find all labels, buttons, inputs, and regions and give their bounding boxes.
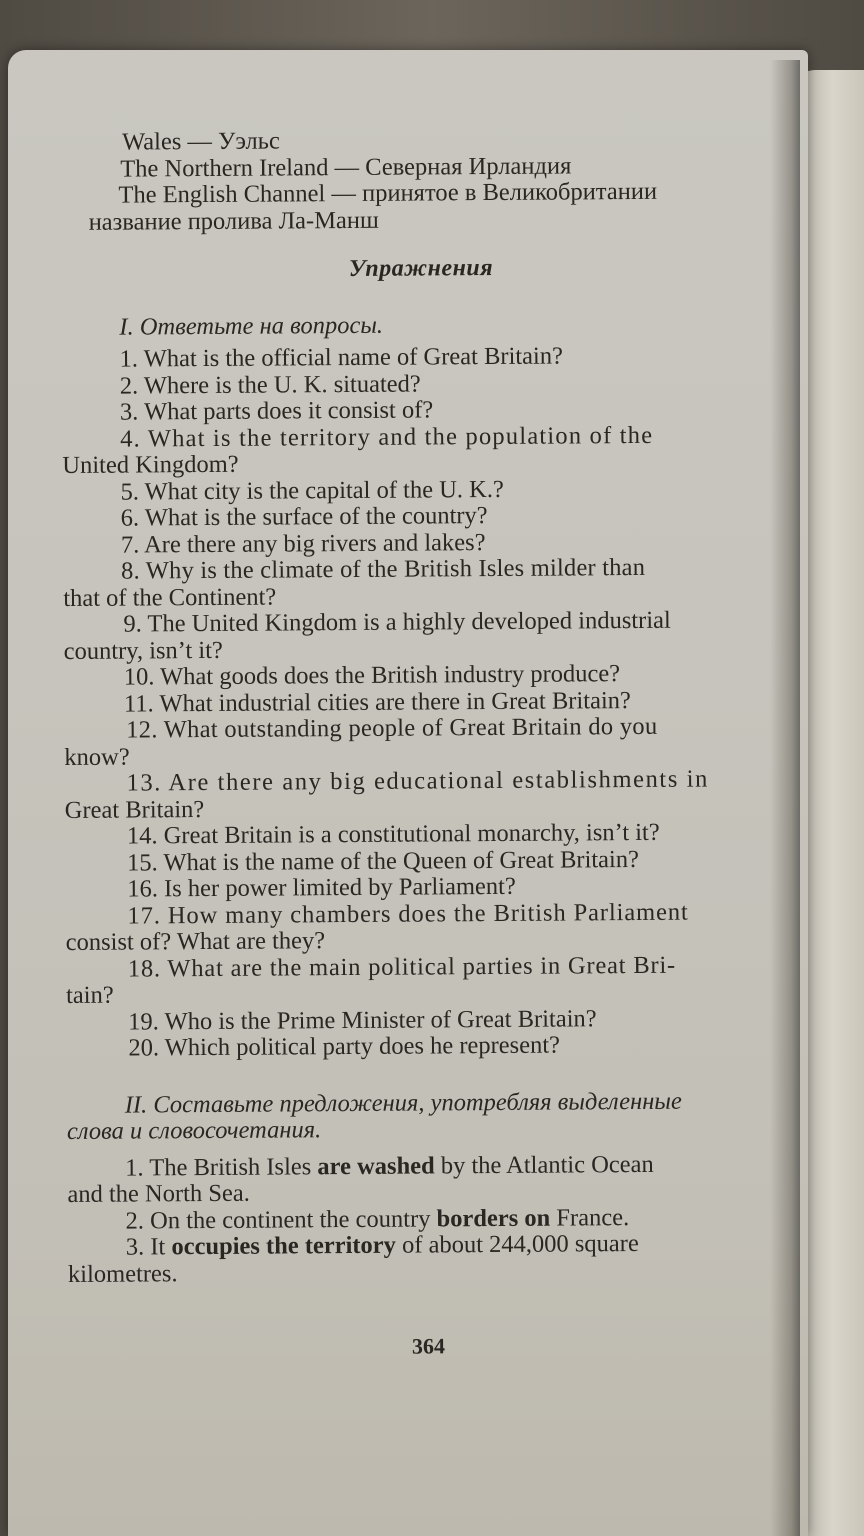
question-line: 18. What are the main political parties in Great Bri- [127, 951, 677, 983]
question-line: 4. What is the territory and the population of the [120, 421, 654, 453]
sentence-text: by the Atlantic Ocean [434, 1150, 654, 1179]
question-line: 9. The United Kingdom is a highly developed industrial [123, 606, 671, 638]
question-line: 16. Is her power limited by Parliament? [127, 872, 516, 903]
sentence-text: of about 244,000 square [395, 1229, 639, 1259]
question-line: 14. Great Britain is a constitutional monarchy, isn’t it? [126, 818, 660, 850]
section1-title: I. Ответьте на вопросы. [119, 311, 384, 341]
question-line: 1. What is the official name of Great Britain? [119, 342, 564, 373]
question-line: 10. What goods does the British industry produce? [123, 660, 621, 691]
question-line: 17. How many chambers does the British Parliament [127, 898, 689, 930]
glossary [60, 125, 781, 236]
highlighted-phrase: are washed [317, 1151, 435, 1180]
question-line: 12. What outstanding people of Great Britain do you [126, 712, 658, 744]
highlighted-phrase: occupies the territory [171, 1231, 396, 1261]
section2-title-line: II. Составьте предложения, употребляя выделенные [124, 1087, 682, 1119]
question-line: know? [64, 743, 130, 771]
page-text [60, 125, 789, 1362]
question-line: country, isn’t it? [63, 636, 223, 665]
sentence-text: 1. The British Isles [125, 1152, 318, 1182]
question-line: 19. Who is the Prime Minister of Great Britain? [128, 1004, 597, 1036]
question-line: 20. Which political party does he represent? [128, 1031, 561, 1062]
question-line: 2. Where is the U. K. situated? [119, 369, 421, 400]
sentence-text: France. [550, 1203, 630, 1232]
question-line: 13. Are there any big educational establishments in [126, 765, 710, 797]
question-list [62, 342, 787, 1063]
question-line: 15. What is the name of the Queen of Great Britain? [127, 845, 640, 877]
glossary-line: The English Channel — принятое в Великобритании [118, 177, 658, 209]
sentence-list [67, 1150, 788, 1288]
sentence-line: and the North Sea. [67, 1179, 250, 1208]
sentence-text: 3. It [125, 1233, 172, 1261]
question-line: 5. What city is the capital of the U. K.? [120, 475, 504, 506]
section2-title [67, 1087, 787, 1145]
question-line: 8. Why is the climate of the British Isles milder than [120, 553, 646, 585]
glossary-line: The Northern Ireland — Северная Ирландия [120, 151, 572, 183]
question-line: United Kingdom? [62, 450, 239, 479]
question-line: 7. Are there any big rivers and lakes? [120, 528, 486, 559]
page-number: 364 [411, 1333, 446, 1359]
question-line: that of the Continent? [63, 583, 277, 612]
sentence-line: kilometres. [67, 1259, 178, 1288]
exercises-heading: Упражнения [348, 254, 494, 282]
question-line: 3. What parts does it consist of? [119, 396, 434, 426]
question-line: tain? [65, 981, 114, 1009]
question-line: 6. What is the surface of the country? [120, 502, 488, 532]
section2-title-line: слова и словосочетания. [66, 1116, 322, 1145]
question-line: 11. What industrial cities are there in Great Britain? [123, 686, 631, 718]
sentence-text: 2. On the continent the country [125, 1204, 437, 1235]
question-line: Great Britain? [64, 795, 205, 824]
glossary-line: Wales — Уэльс [121, 127, 280, 156]
glossary-line: название пролива Ла-Манш [88, 206, 379, 236]
question-line: consist of? What are they? [65, 927, 326, 956]
highlighted-phrase: borders on [436, 1204, 551, 1232]
